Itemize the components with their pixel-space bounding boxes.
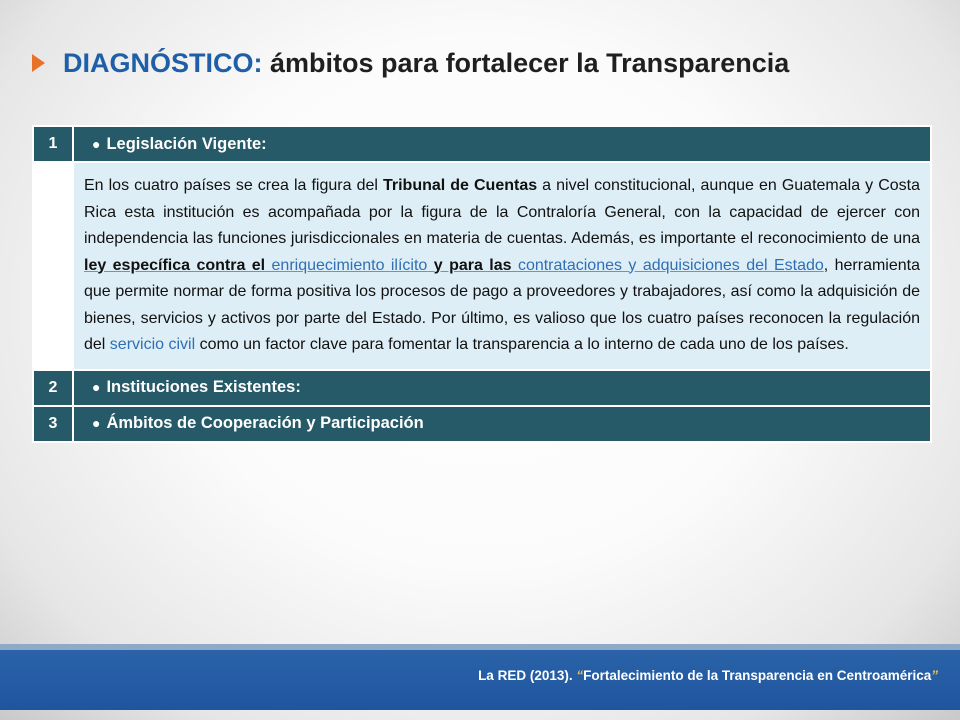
section-number: 3 xyxy=(33,406,73,442)
footer-citation xyxy=(478,668,938,683)
title-row xyxy=(32,38,789,88)
section-header xyxy=(73,406,931,442)
body-text: En los cuatro países se crea la figura del xyxy=(84,177,383,194)
section-header xyxy=(73,370,931,406)
section-number: 2 xyxy=(33,370,73,406)
bullet-icon: ● xyxy=(92,135,101,152)
section-body-text xyxy=(73,162,931,370)
bullet-icon: ● xyxy=(92,415,101,431)
citation-quote-open: “ xyxy=(576,668,584,683)
section-row-1 xyxy=(33,126,931,162)
body-underlined-term: ley específica contra el xyxy=(84,256,272,274)
section-row-2 xyxy=(33,370,931,406)
section-body-row xyxy=(33,162,931,370)
bullet-icon: ● xyxy=(92,379,101,395)
body-spacer xyxy=(33,162,73,370)
section-number: 1 xyxy=(33,126,73,162)
section-header xyxy=(73,126,931,162)
body-text: como un factor clave para fomentar la transparencia a lo interno de cada uno de los países. xyxy=(195,336,849,353)
title-rest: ámbitos para fortalecer la Transparencia xyxy=(262,47,790,78)
section-label: Instituciones Existentes: xyxy=(106,378,301,396)
section-label: Legislación Vigente: xyxy=(106,134,267,153)
body-text: a nivel constitucional, aunque en Guatemala y Costa Rica esta institución es acompañada por la figura de la Contraloría General, con la capacidad de ejercer con independencia las funciones jurisdiccionales en materia de cuentas. Además, es importante el reconocimiento de una xyxy=(84,177,921,247)
section-row-3 xyxy=(33,406,931,442)
citation-title: Fortalecimiento de la Transparencia en Centroamérica xyxy=(583,668,932,683)
body-text: , herramienta que permite normar de forma positiva los procesos de pago a proveedores y trabajadores, así como la adquisición de bienes, servicios y activos por parte del Estado. Por último, es valioso que los cuatro países reconocen la regulación del xyxy=(84,256,920,353)
body-bold-term: Tribunal de Cuentas xyxy=(382,177,538,194)
page-title xyxy=(63,48,789,79)
body-link-term[interactable]: contrataciones y adquisiciones del Estado xyxy=(517,256,824,274)
title-colon: : xyxy=(253,47,263,78)
play-arrow-icon xyxy=(32,54,45,72)
body-underlined-term: y para las xyxy=(427,256,518,274)
citation-quote-close: ” xyxy=(931,668,938,683)
diagnostic-table xyxy=(32,125,932,443)
title-highlight: DIAGNÓSTICO xyxy=(63,47,254,78)
body-link-term[interactable]: enriquecimiento ilícito xyxy=(271,256,428,274)
body-blue-term: servicio civil xyxy=(109,336,196,353)
section-label: Ámbitos de Cooperación y Participación xyxy=(106,414,424,432)
citation-source: La RED (2013). xyxy=(478,668,577,683)
